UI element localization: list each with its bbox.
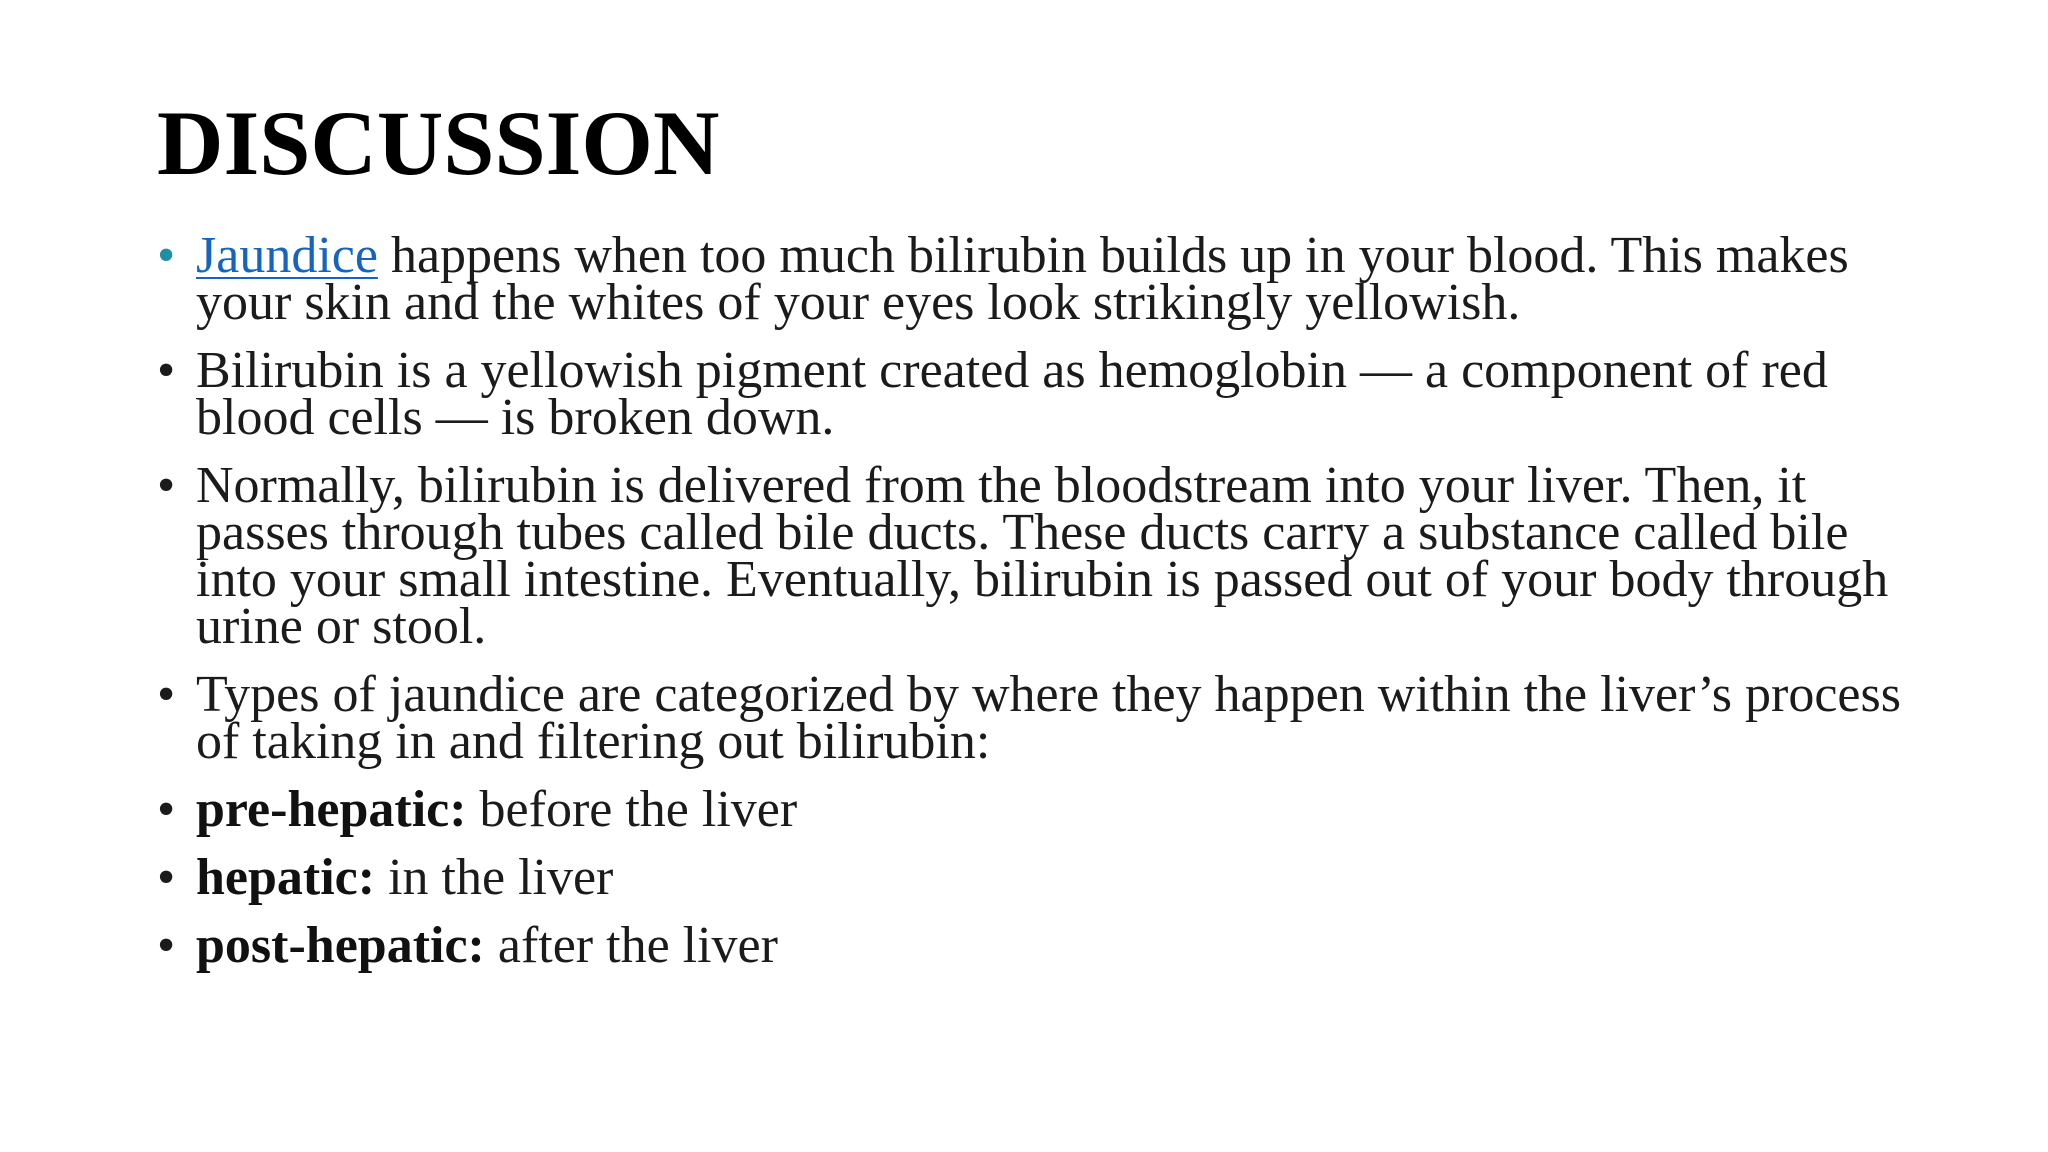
bullet-dot-icon: • [157,781,176,838]
bullet-item-bilirubin [157,342,1917,446]
bullet-text: Types of jaundice are categorized by where they happen within the liver’s process of taking in and filtering out bilirubin: [196,666,1901,770]
bullet-item-hepatic [157,849,1917,906]
bullet-text: after the liver [484,917,778,974]
bullet-term: pre-hepatic: [196,781,467,838]
bullet-item-post-hepatic [157,917,1917,974]
bullet-dot-icon: • [157,457,176,514]
bullet-item-normally [157,457,1917,655]
bullet-dot-icon: • [157,227,176,284]
bullet-text: happens when too much bilirubin builds up in your blood. This makes your skin and the whites of your eyes look strikingly yellowish. [196,227,1849,331]
bullet-item-jaundice [157,227,1917,331]
bullet-text: Bilirubin is a yellowish pigment created as hemoglobin — a component of red blood cells — is broken down. [196,342,1828,446]
bullet-term: post-hepatic: [196,917,485,974]
bullet-text: before the liver [466,781,798,838]
jaundice-link[interactable]: Jaundice [196,227,378,284]
bullet-term: hepatic: [196,849,376,906]
bullet-dot-icon: • [157,849,176,906]
bullet-item-types [157,666,1917,770]
bullet-dot-icon: • [157,917,176,974]
bullet-text: in the liver [375,849,614,906]
slide-title: DISCUSSION [157,92,720,194]
bullet-dot-icon: • [157,666,176,723]
bullet-list [157,227,1917,990]
bullet-item-pre-hepatic [157,781,1917,838]
bullet-dot-icon: • [157,342,176,399]
bullet-text: Normally, bilirubin is delivered from the bloodstream into your liver. Then, it passes through tubes called bile ducts. These ducts carry a substance called bile into your small intestine. Eventually, bilirubin is passed out of your body through urine or stool. [196,457,1889,655]
